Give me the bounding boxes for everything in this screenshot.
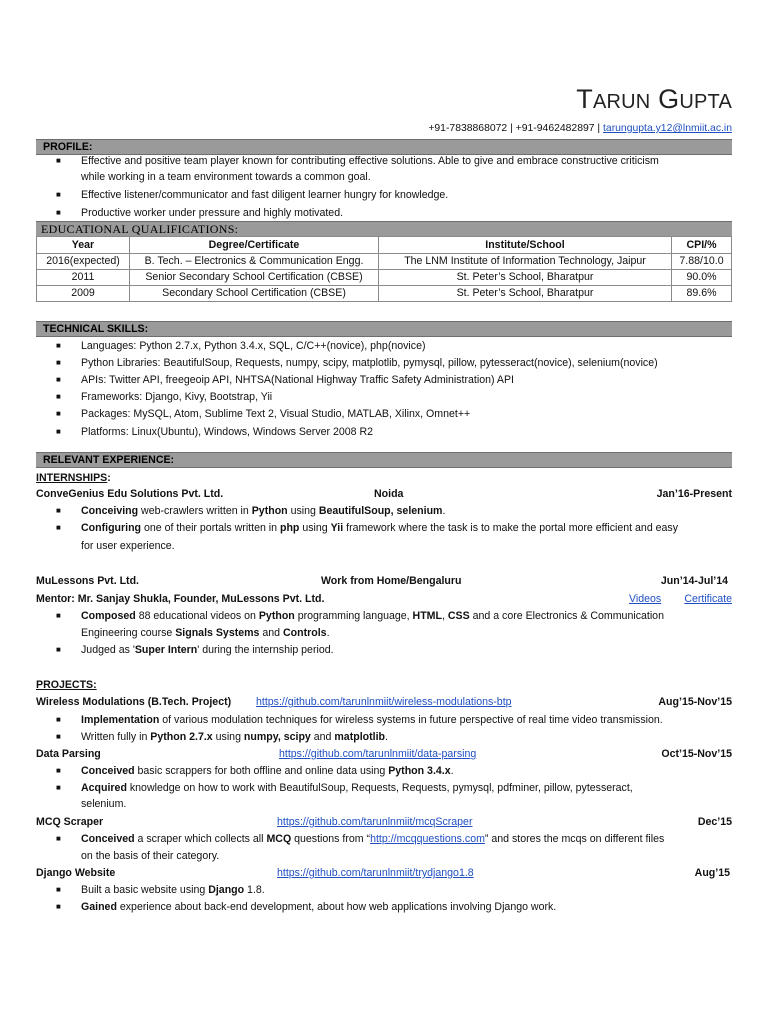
square-bullet-icon: ■ <box>56 427 61 436</box>
table-header-row <box>37 237 732 254</box>
bold-text: Python <box>258 610 295 622</box>
text: programming language, <box>294 610 413 622</box>
column-header: Degree/Certificate <box>130 237 379 254</box>
table-cell: St. Peter’s School, Bharatpur <box>379 270 672 286</box>
contact-line <box>428 123 732 134</box>
bold-text: Gained <box>81 901 117 913</box>
bold-text: Django <box>208 884 245 896</box>
bullet-text <box>81 520 678 537</box>
bullet-text <box>81 763 454 780</box>
candidate-name <box>576 84 732 115</box>
square-bullet-icon: ■ <box>56 885 61 894</box>
email-link[interactable]: tarungupta.y12@lnmiit.ac.in <box>603 123 732 134</box>
table-cell: 90.0% <box>672 270 732 286</box>
bullet-text: Effective listener/communicator and fast diligent learner hungry for knowledge. <box>81 189 449 201</box>
bold-text: Acquired <box>81 782 127 794</box>
bold-text: Python <box>251 505 288 517</box>
education-table <box>36 236 732 302</box>
square-bullet-icon: ■ <box>56 341 61 350</box>
text: Built a basic website using <box>81 884 209 896</box>
bold-text: Composed <box>81 610 136 622</box>
table-row <box>37 286 732 302</box>
project-row <box>36 814 732 830</box>
text: using <box>212 731 244 743</box>
bullet-text <box>81 712 663 729</box>
bullet-text: while working in a team environment towards a common goal. <box>81 171 371 183</box>
bullet-text <box>81 503 445 520</box>
text: questions from “ <box>291 833 371 845</box>
text: Engineering course <box>81 627 176 639</box>
mentor-row <box>36 591 732 607</box>
project-title: Data Parsing <box>36 748 101 760</box>
bold-text: Implementation <box>81 714 160 726</box>
bold-text: Controls <box>283 627 327 639</box>
bullet-text <box>81 831 664 848</box>
name-initial: T <box>576 84 593 114</box>
project-title: Wireless Modulations (B.Tech. Project) <box>36 696 232 708</box>
project-dates: Aug’15-Nov’15 <box>658 696 732 708</box>
bold-text: numpy, scipy <box>243 731 311 743</box>
project-row <box>36 746 732 762</box>
bullet-text <box>81 625 330 642</box>
square-bullet-icon: ■ <box>56 766 61 775</box>
bullet-text <box>81 780 633 797</box>
project-link[interactable]: https://github.com/tarunlnmiit/trydjango1.8 <box>277 867 474 879</box>
bold-text: MCQ <box>266 833 292 845</box>
text: framework where the task is to make the portal more efficient and easy <box>343 522 679 534</box>
table-cell: Secondary School Certification (CBSE) <box>130 286 379 302</box>
square-bullet-icon: ■ <box>56 358 61 367</box>
project-link[interactable]: https://github.com/tarunlnmiit/data-parsing <box>279 748 477 760</box>
bold-text: Yii <box>330 522 344 534</box>
table-cell: Senior Secondary School Certification (CBSE) <box>130 270 379 286</box>
text: , <box>441 610 448 622</box>
project-dates: Oct’15-Nov’15 <box>661 748 732 760</box>
square-bullet-icon: ■ <box>56 409 61 418</box>
bullet-text: Platforms: Linux(Ubuntu), Windows, Windows Server 2008 R2 <box>81 426 374 438</box>
bold-text: Configuring <box>81 522 142 534</box>
table-cell: The LNM Institute of Information Technology, Jaipur <box>379 254 672 270</box>
job-row <box>36 486 732 502</box>
square-bullet-icon: ■ <box>56 645 61 654</box>
text: experience about back-end development, about how web applications involving Django work. <box>116 901 557 913</box>
text: one of their portals written in <box>141 522 280 534</box>
bullet-text <box>81 608 664 625</box>
section-heading: RELEVANT EXPERIENCE: <box>43 454 175 466</box>
bold-text: Conceiving <box>81 505 139 517</box>
phone-numbers: +91-7838868072 | +91-9462482897 | <box>428 123 604 134</box>
table-row <box>37 270 732 286</box>
bullet-text: Frameworks: Django, Kivy, Bootstrap, Yii <box>81 391 273 403</box>
text: using <box>287 505 319 517</box>
bullet-text: Effective and positive team player known for contributing effective solutions. Able to give and embrace constructive criticism <box>81 155 659 167</box>
bold-text: CSS <box>447 610 470 622</box>
bold-text: php <box>279 522 300 534</box>
square-bullet-icon: ■ <box>56 375 61 384</box>
text: . <box>385 731 388 743</box>
text: . <box>442 505 446 517</box>
text: and <box>259 627 283 639</box>
text: knowledge on how to work with BeautifulSoup, Requests, Requests, pymysql, pdfminer, pillow, pytesseract, <box>126 782 633 794</box>
text: . <box>326 627 330 639</box>
project-row <box>36 865 732 881</box>
bold-text: BeautifulSoup, selenium <box>318 505 443 517</box>
bullet-text: APIs: Twitter API, freegeoip API, NHTSA(National Highway Traffic Safety Administration) API <box>81 374 514 386</box>
job-location: Work from Home/Bengaluru <box>321 575 462 587</box>
bullet-text: for user experience. <box>81 540 175 552</box>
square-bullet-icon: ■ <box>56 611 61 620</box>
text: of various modulation techniques for wireless systems in future perspective of real time video transmission. <box>159 714 663 726</box>
section-heading: TECHNICAL SKILLS: <box>43 323 149 335</box>
square-bullet-icon: ■ <box>56 392 61 401</box>
text: Judged as ' <box>81 644 135 656</box>
job-location: Noida <box>374 488 404 500</box>
table-cell: 2009 <box>37 286 130 302</box>
videos-link[interactable]: Videos <box>629 593 662 605</box>
job-dates: Jan’16-Present <box>656 488 732 500</box>
project-link[interactable]: https://github.com/tarunlnmiit/wireless-modulations-btp <box>256 696 512 708</box>
text: ” and stores the mcqs on different files <box>484 833 665 845</box>
square-bullet-icon: ■ <box>56 506 61 515</box>
bullet-text <box>81 729 388 746</box>
bullet-text: selenium. <box>81 798 127 810</box>
square-bullet-icon: ■ <box>56 783 61 792</box>
section-heading: PROFILE: <box>43 141 93 153</box>
square-bullet-icon: ■ <box>56 715 61 724</box>
text: Written fully in <box>81 731 151 743</box>
bullet-text: on the basis of their category. <box>81 850 220 862</box>
project-title: MCQ Scraper <box>36 816 104 828</box>
text: 1.8. <box>244 884 265 896</box>
bold-text: Super Intern <box>134 644 198 656</box>
square-bullet-icon: ■ <box>56 834 61 843</box>
bold-text: matplotlib <box>334 731 386 743</box>
column-header: Institute/School <box>379 237 672 254</box>
square-bullet-icon: ■ <box>56 190 61 199</box>
project-link[interactable]: https://github.com/tarunlnmiit/mcqScraper <box>277 816 473 828</box>
project-title: Django Website <box>36 867 116 879</box>
column-header: Year <box>37 237 130 254</box>
internships-label <box>36 470 732 486</box>
section-band-education <box>36 221 732 237</box>
text: . <box>450 765 454 777</box>
text: basic scrappers for both offline and online data using <box>134 765 389 777</box>
text: 88 educational videos on <box>135 610 259 622</box>
subheading: INTERNSHIPS <box>36 472 108 484</box>
mentor-text: Mentor: Mr. Sanjay Shukla, Founder, MuLessons Pvt. Ltd. <box>36 593 325 605</box>
bullet-text: Python Libraries: BeautifulSoup, Requests, numpy, scipy, matplotlib, pymysql, pillow, pytesseract(novice), selenium(novice) <box>81 357 658 369</box>
section-band-experience <box>36 452 732 468</box>
section-band-skills <box>36 321 732 337</box>
text: a scraper which collects all <box>134 833 267 845</box>
surname-initial: G <box>658 84 680 114</box>
square-bullet-icon: ■ <box>56 732 61 741</box>
project-dates: Dec’15 <box>697 816 732 828</box>
bullet-text: Productive worker under pressure and highly motivated. <box>81 207 344 219</box>
bullet-text <box>81 899 556 916</box>
subheading: PROJECTS: <box>36 679 97 691</box>
bullet-text: Languages: Python 2.7.x, Python 3.4.x, SQL, C/C++(novice), php(novice) <box>81 340 426 352</box>
project-dates: Aug’15 <box>694 867 730 879</box>
table-cell: B. Tech. – Electronics & Communication Engg. <box>130 254 379 270</box>
bold-text: Conceived <box>81 833 135 845</box>
square-bullet-icon: ■ <box>56 208 61 217</box>
table-cell: 7.88/10.0 <box>672 254 732 270</box>
section-heading: EDUCATIONAL QUALIFICATIONS: <box>41 222 239 236</box>
text: web-crawlers written in <box>138 505 252 517</box>
text: and <box>310 731 335 743</box>
text: using <box>299 522 331 534</box>
bold-text: Signals Systems <box>175 627 260 639</box>
square-bullet-icon: ■ <box>56 156 61 165</box>
name-rest: ARUN <box>592 91 651 113</box>
table-cell: 2016(expected) <box>37 254 130 270</box>
table-cell: 89.6% <box>672 286 732 302</box>
square-bullet-icon: ■ <box>56 523 61 532</box>
bold-text: Python 3.4.x <box>388 765 451 777</box>
square-bullet-icon: ■ <box>56 902 61 911</box>
bold-text: Python 2.7.x <box>150 731 213 743</box>
mcqquestions-link[interactable]: http://mcqquestions.com <box>370 833 485 845</box>
job-dates: Jun’14-Jul’14 <box>660 575 728 587</box>
table-row <box>37 254 732 270</box>
company-name: MuLessons Pvt. Ltd. <box>36 575 140 587</box>
text: and a core Electronics & Communication <box>469 610 664 622</box>
subheading-colon: : <box>107 472 111 484</box>
column-header: CPI/% <box>672 237 732 254</box>
project-row <box>36 694 732 710</box>
bullet-text: Packages: MySQL, Atom, Sublime Text 2, Visual Studio, MATLAB, Xilinx, Omnet++ <box>81 408 471 420</box>
surname-rest: UPTA <box>679 91 732 113</box>
certificate-link[interactable]: Certificate <box>684 593 732 605</box>
company-name: ConveGenius Edu Solutions Pvt. Ltd. <box>36 488 224 500</box>
projects-heading <box>36 677 732 693</box>
table-cell: St. Peter’s School, Bharatpur <box>379 286 672 302</box>
table-cell: 2011 <box>37 270 130 286</box>
text: ' during the internship period. <box>197 644 334 656</box>
bullet-text <box>81 882 265 899</box>
job-row <box>36 573 732 589</box>
bold-text: Conceived <box>81 765 135 777</box>
bullet-text <box>81 642 334 659</box>
bold-text: HTML <box>412 610 442 622</box>
